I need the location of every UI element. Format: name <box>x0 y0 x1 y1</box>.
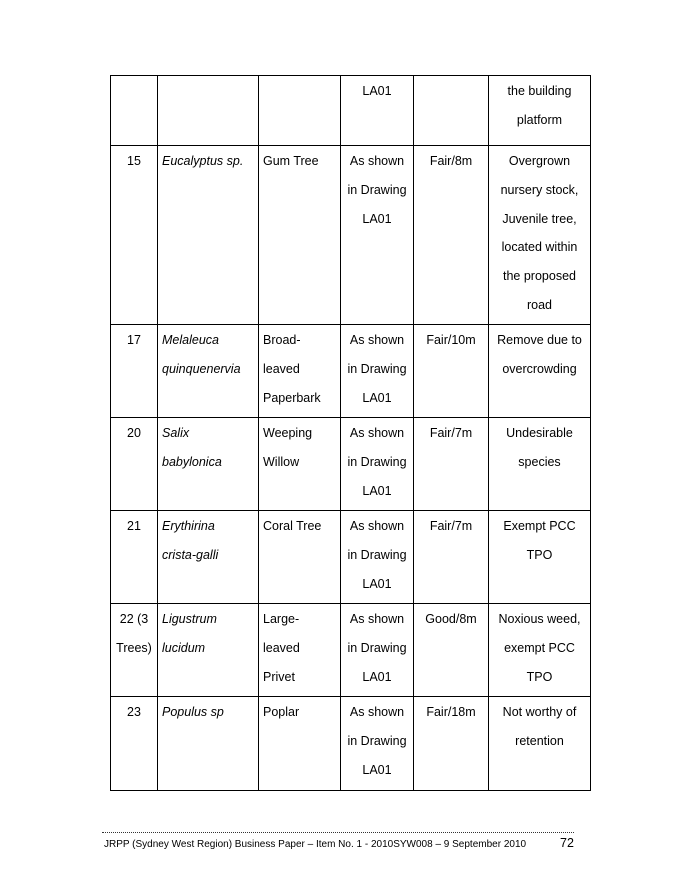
reason-cell: Undesirable species <box>489 418 591 511</box>
reason-cell: Remove due to overcrowding <box>489 325 591 418</box>
location-cell: LA01 <box>341 76 414 146</box>
condition-cell: Fair/18m <box>414 697 489 791</box>
botanical-name-cell: Ligustrum lucidum <box>158 604 259 697</box>
botanical-name-cell: Populus sp <box>158 697 259 791</box>
table-row <box>111 76 591 146</box>
reason-cell: the building platform <box>489 76 591 146</box>
condition-cell: Fair/8m <box>414 146 489 325</box>
table-row <box>111 697 591 791</box>
common-name-cell: Poplar <box>259 697 341 791</box>
location-cell: As shown in Drawing LA01 <box>341 418 414 511</box>
location-cell: As shown in Drawing LA01 <box>341 146 414 325</box>
location-cell: As shown in Drawing LA01 <box>341 604 414 697</box>
botanical-name-cell: Erythirina crista-galli <box>158 511 259 604</box>
condition-cell: Good/8m <box>414 604 489 697</box>
tree-removal-table <box>110 75 591 791</box>
common-name-cell: Broad- leaved Paperbark <box>259 325 341 418</box>
table-row <box>111 511 591 604</box>
tree-number-cell <box>111 76 158 146</box>
botanical-name-cell: Salix babylonica <box>158 418 259 511</box>
reason-cell: Overgrown nursery stock, Juvenile tree, located within the proposed road <box>489 146 591 325</box>
tree-number-cell: 20 <box>111 418 158 511</box>
condition-cell: Fair/7m <box>414 511 489 604</box>
tree-number-cell: 15 <box>111 146 158 325</box>
location-cell: As shown in Drawing LA01 <box>341 511 414 604</box>
condition-cell: Fair/7m <box>414 418 489 511</box>
botanical-name-cell: Eucalyptus sp. <box>158 146 259 325</box>
footer-text: JRPP (Sydney West Region) Business Paper – Item No. 1 - 2010SYW008 – 9 September 2010 <box>104 839 527 850</box>
botanical-name-cell <box>158 76 259 146</box>
table-row <box>111 418 591 511</box>
tree-number-cell: 23 <box>111 697 158 791</box>
tree-number-cell: 17 <box>111 325 158 418</box>
common-name-cell: Coral Tree <box>259 511 341 604</box>
table-row <box>111 146 591 325</box>
reason-cell: Not worthy of retention <box>489 697 591 791</box>
reason-cell: Exempt PCC TPO <box>489 511 591 604</box>
botanical-name-cell: Melaleuca quinquenervia <box>158 325 259 418</box>
page-number: 72 <box>560 836 574 850</box>
footer-divider <box>102 832 574 833</box>
reason-cell: Noxious weed, exempt PCC TPO <box>489 604 591 697</box>
common-name-cell: Weeping Willow <box>259 418 341 511</box>
common-name-cell: Large- leaved Privet <box>259 604 341 697</box>
location-cell: As shown in Drawing LA01 <box>341 697 414 791</box>
tree-number-cell: 22 (3 Trees) <box>111 604 158 697</box>
condition-cell <box>414 76 489 146</box>
tree-number-cell: 21 <box>111 511 158 604</box>
common-name-cell <box>259 76 341 146</box>
condition-cell: Fair/10m <box>414 325 489 418</box>
table-row <box>111 325 591 418</box>
location-cell: As shown in Drawing LA01 <box>341 325 414 418</box>
common-name-cell: Gum Tree <box>259 146 341 325</box>
table-row <box>111 604 591 697</box>
